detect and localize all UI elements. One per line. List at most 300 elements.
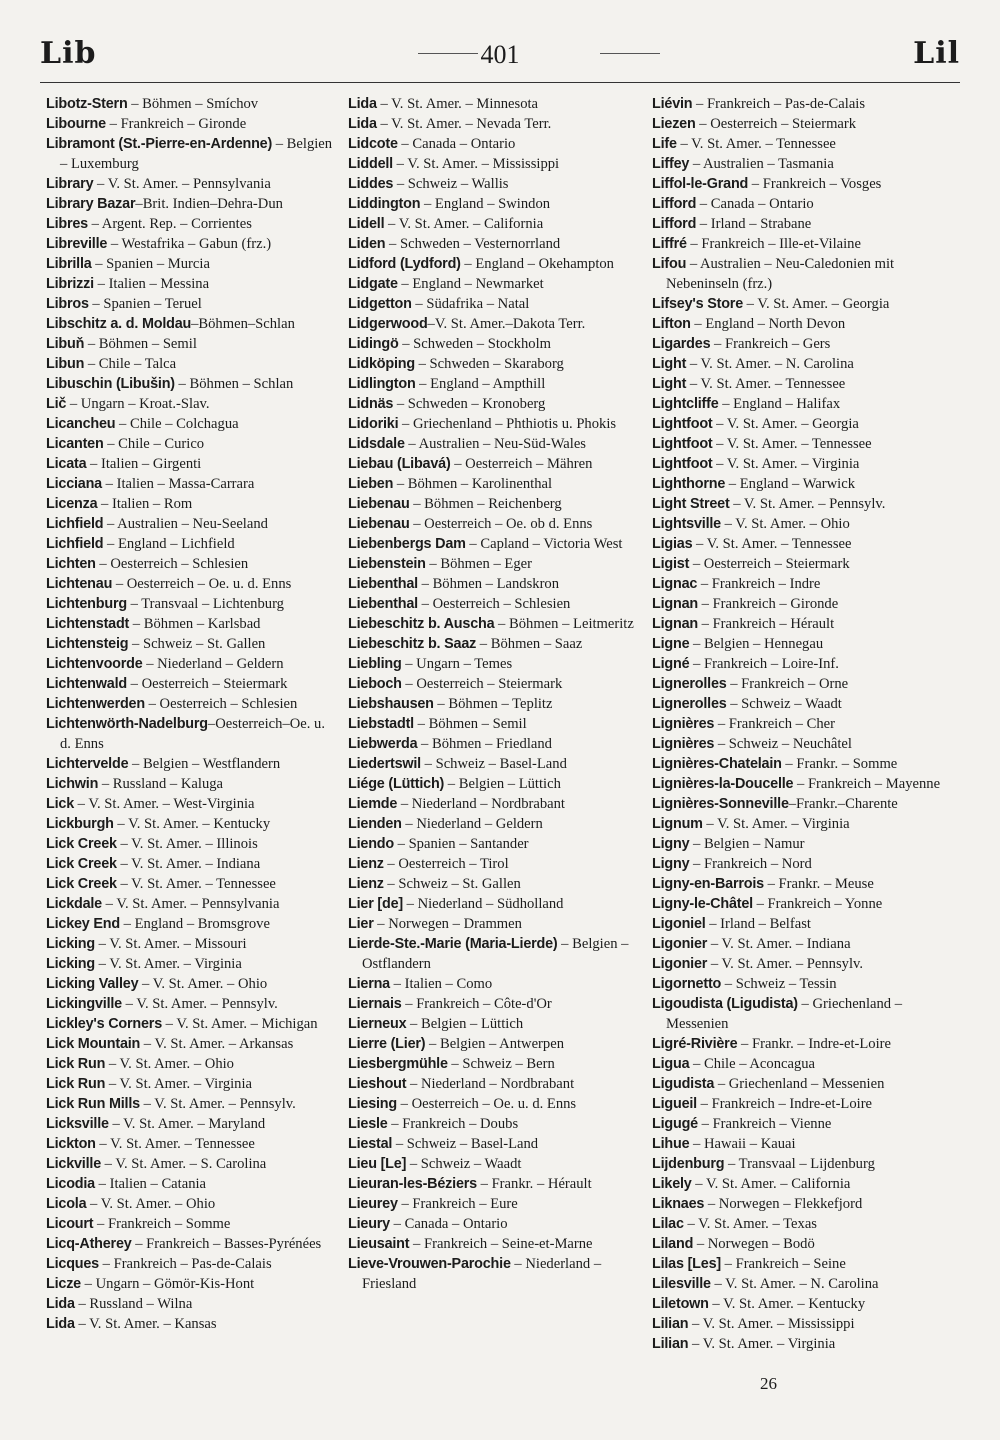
entry-location: – Frankreich – Seine <box>720 1256 846 1272</box>
entry-headword: Libuň <box>46 336 85 352</box>
entry-location: – Böhmen – Karlsbad <box>129 616 261 632</box>
entry-location: – V. St. Amer. – Virginia <box>94 956 242 972</box>
entry-location: – Frankreich – Mayenne <box>793 776 941 792</box>
entry-location: – V. St. Amer. – Missouri <box>94 936 247 952</box>
entry-headword: Lieben <box>348 476 394 492</box>
gazetteer-entry <box>652 1154 944 1174</box>
entry-location: – V. St. Amer. – California <box>691 1176 851 1192</box>
entry-location: – Frankreich – Pas-de-Calais <box>98 1256 272 1272</box>
entry-headword: Licanten <box>46 436 104 452</box>
entry-location: – Italien – Messina <box>93 276 210 292</box>
gazetteer-entry <box>652 614 944 634</box>
gazetteer-entry <box>652 1294 944 1314</box>
entry-headword: Liebstadtl <box>348 716 414 732</box>
gazetteer-entry <box>348 1194 640 1214</box>
entry-headword: Lidingö <box>348 336 399 352</box>
entry-headword: Licking <box>46 956 95 972</box>
gazetteer-entry <box>46 294 338 314</box>
gazetteer-entry <box>652 414 944 434</box>
entry-location: – England – Bromsgrove <box>119 916 270 932</box>
entry-location: – V. St. Amer. – Pennsylvania <box>93 176 271 192</box>
entry-location: – Chile – Curico <box>103 436 205 452</box>
entry-headword: Lieve-Vrouwen-Parochie <box>348 1256 511 1272</box>
gazetteer-entry <box>46 254 338 274</box>
gazetteer-entry <box>652 334 944 354</box>
gazetteer-entry <box>46 994 338 1014</box>
entry-location: – V. St. Amer. – Tennessee <box>116 876 276 892</box>
gazetteer-entry <box>652 974 944 994</box>
entry-location: – Australien – Neu-Süd-Wales <box>404 436 586 452</box>
entry-headword: Liesbergmühle <box>348 1056 448 1072</box>
gazetteer-entry <box>46 1034 338 1054</box>
gazetteer-entry <box>46 1094 338 1114</box>
gazetteer-entry <box>652 314 944 334</box>
entry-location: – Schweiz – Basel-Land <box>392 1136 539 1152</box>
gazetteer-entry <box>46 934 338 954</box>
gazetteer-entry <box>652 994 944 1034</box>
entry-headword: Liebshausen <box>348 696 434 712</box>
entry-location: – Oesterreich – Oe. ob d. Enns <box>409 516 593 532</box>
entry-headword: Lienden <box>348 816 402 832</box>
gazetteer-entry <box>652 934 944 954</box>
entry-headword: Liebwerda <box>348 736 418 752</box>
entry-headword: Lignerolles <box>652 676 727 692</box>
entry-location: – Frankreich – Orne <box>726 676 849 692</box>
entry-location: – England – Halifax <box>718 396 841 412</box>
gazetteer-entry <box>348 614 640 634</box>
gazetteer-entry <box>348 674 640 694</box>
entry-headword: Ligonier <box>652 956 708 972</box>
gazetteer-entry <box>652 714 944 734</box>
entry-headword: Libun <box>46 356 85 372</box>
entry-location: – Schweden – Vesternorrland <box>385 236 561 252</box>
gazetteer-entry <box>46 1234 338 1254</box>
entry-headword: Liden <box>348 236 386 252</box>
entry-location: – Böhmen – Friedland <box>417 736 552 752</box>
entry-headword: Likely <box>652 1176 692 1192</box>
entry-headword: Lidgetton <box>348 296 412 312</box>
gazetteer-entry <box>46 214 338 234</box>
entry-headword: Librizzi <box>46 276 94 292</box>
entry-headword: Lidell <box>348 216 385 232</box>
entry-location: – Belgien – Namur <box>689 836 805 852</box>
entry-location: – V. St. Amer. – Texas <box>683 1216 817 1232</box>
entry-location: – V. St. Amer. – Virginia <box>688 1336 836 1352</box>
gazetteer-entry <box>46 1134 338 1154</box>
entry-location: – Böhmen – Saaz <box>476 636 583 652</box>
entry-headword: Liebau (Libavá) <box>348 456 451 472</box>
gazetteer-entry <box>46 354 338 374</box>
gazetteer-entry <box>348 854 640 874</box>
gazetteer-entry <box>46 134 338 174</box>
entry-headword: Lifou <box>652 256 687 272</box>
entry-headword: Lienz <box>348 876 384 892</box>
entry-headword: Lichtenwörth-Nadelburg <box>46 716 208 732</box>
entry-headword: Lignières-la-Doucelle <box>652 776 794 792</box>
entry-headword: Liebenau <box>348 516 410 532</box>
gazetteer-entry <box>652 1054 944 1074</box>
entry-location: – Niederland – Südholland <box>402 896 564 912</box>
gazetteer-entry <box>652 734 944 754</box>
entry-location: – Frankreich – Vosges <box>748 176 882 192</box>
entry-location: – Frankreich – Côte-d'Or <box>401 996 552 1012</box>
entry-location: – Böhmen – Semil <box>413 716 527 732</box>
entry-headword: Libros <box>46 296 89 312</box>
gazetteer-entry <box>46 714 338 754</box>
gazetteer-entry <box>652 574 944 594</box>
gazetteer-entry <box>348 1034 640 1054</box>
entry-headword: Lidoriki <box>348 416 399 432</box>
entry-headword: Lickingville <box>46 996 122 1012</box>
entry-location: – Norwegen – Bodö <box>693 1236 815 1252</box>
entry-location: – Frankreich – Gironde <box>697 596 839 612</box>
entry-headword: Liebenbergs Dam <box>348 536 466 552</box>
entry-headword: Lidgerwood <box>348 316 428 332</box>
gazetteer-entry <box>348 1074 640 1094</box>
entry-location: – Frankreich – Indre-et-Loire <box>696 1096 873 1112</box>
entry-headword: Ligias <box>652 536 693 552</box>
entry-headword: Lieuran-les-Béziers <box>348 1176 477 1192</box>
entry-location: – Oesterreich – Oe. u. d. Enns <box>112 576 292 592</box>
entry-location: – V. St. Amer. – Tennessee <box>95 1136 255 1152</box>
entry-headword: Libramont (St.-Pierre-en-Ardenne) <box>46 136 273 152</box>
entry-location: – V. St. Amer. – Ohio <box>138 976 268 992</box>
entry-location: – Frankreich – Nord <box>689 856 812 872</box>
entry-location: – Schweiz – Tessin <box>721 976 837 992</box>
entry-headword: Lič <box>46 396 67 412</box>
entry-headword: Ligonier <box>652 936 708 952</box>
entry-location: – Böhmen – Smíchov <box>127 96 259 112</box>
gazetteer-entry <box>46 894 338 914</box>
gazetteer-entry <box>46 1294 338 1314</box>
entry-location: – Chile – Colchagua <box>115 416 239 432</box>
entry-headword: Lilas [Les] <box>652 1256 721 1272</box>
gazetteer-entry <box>348 174 640 194</box>
entry-headword: Lick Run <box>46 1056 106 1072</box>
header-right-keyword: Lil <box>913 36 960 71</box>
gazetteer-entry <box>652 1274 944 1294</box>
entry-location: – V. St. Amer. – Tennessee <box>712 436 872 452</box>
entry-headword: Ligardes <box>652 336 711 352</box>
entry-location: – England – Warwick <box>725 476 856 492</box>
gazetteer-entry <box>348 634 640 654</box>
gazetteer-entry <box>348 734 640 754</box>
header-left-keyword: Lib <box>40 36 97 71</box>
entry-location: – V. St. Amer. – N. Carolina <box>710 1276 879 1292</box>
entry-location: – England – Lichfield <box>103 536 235 552</box>
entry-location: – Schweiz – St. Gallen <box>383 876 521 892</box>
entry-location: – Böhmen – Semil <box>84 336 197 352</box>
entry-headword: Licze <box>46 1276 81 1292</box>
entry-location: – Spanien – Santander <box>393 836 529 852</box>
gazetteer-entry <box>46 554 338 574</box>
entry-headword: Lickton <box>46 1136 96 1152</box>
entry-location: – Italien – Catania <box>94 1176 207 1192</box>
entry-headword: Lick Creek <box>46 856 117 872</box>
entry-location: – V. St. Amer. – Indiana <box>707 936 851 952</box>
gazetteer-entry <box>46 654 338 674</box>
gazetteer-entry <box>652 794 944 814</box>
entry-headword: Liévin <box>652 96 693 112</box>
gazetteer-entry <box>348 354 640 374</box>
entry-location: – V. St. Amer. – Georgia <box>743 296 890 312</box>
entry-location: – V. St. Amer. – Pennsylv. <box>729 496 886 512</box>
entry-headword: Libotz-Stern <box>46 96 128 112</box>
entry-headword: Lifford <box>652 216 697 232</box>
entry-headword: Lignières <box>652 736 715 752</box>
gazetteer-entry <box>652 854 944 874</box>
gazetteer-entry <box>46 494 338 514</box>
entry-headword: Lightsville <box>652 516 721 532</box>
entry-location: – Oesterreich – Schlesien <box>95 556 249 572</box>
entry-headword: Libres <box>46 216 88 232</box>
entry-headword: Ligny-en-Barrois <box>652 876 764 892</box>
entry-location: – Frankreich – Gironde <box>105 116 247 132</box>
entry-location: – V. St. Amer. – Kentucky <box>708 1296 866 1312</box>
entry-headword: Lickley's Corners <box>46 1016 163 1032</box>
entry-headword: Liesle <box>348 1116 388 1132</box>
entry-location: – Irland – Strabane <box>696 216 812 232</box>
entry-headword: Liebenstein <box>348 556 426 572</box>
gazetteer-entry <box>348 754 640 774</box>
gazetteer-entry <box>652 194 944 214</box>
gazetteer-entry <box>348 914 640 934</box>
entry-location: – Böhmen – Teplitz <box>433 696 553 712</box>
entry-location: – V. St. Amer. – Pennsylv. <box>121 996 278 1012</box>
entry-headword: Lignan <box>652 596 698 612</box>
entry-headword: Liendo <box>348 836 394 852</box>
entry-location: – V. St. Amer. – Ohio <box>86 1196 216 1212</box>
gazetteer-entry <box>46 414 338 434</box>
entry-location: – Frankreich – Eure <box>397 1196 518 1212</box>
entry-headword: Licola <box>46 1196 87 1212</box>
entry-location: – Canada – Ontario <box>390 1216 508 1232</box>
gazetteer-entry <box>348 1054 640 1074</box>
entry-headword: Lier <box>348 916 374 932</box>
header-rule-right <box>600 53 660 54</box>
gazetteer-entry <box>652 654 944 674</box>
entry-location: – Böhmen – Schlan <box>174 376 294 392</box>
entry-headword: Lick <box>46 796 74 812</box>
entry-headword: Liddington <box>348 196 421 212</box>
gazetteer-entry <box>652 354 944 374</box>
header-divider <box>40 82 960 83</box>
entry-location: – V. St. Amer. – Virginia <box>702 816 850 832</box>
gazetteer-entry <box>46 114 338 134</box>
entry-headword: Light Street <box>652 496 730 512</box>
entry-location: – Norwegen – Drammen <box>373 916 522 932</box>
entry-location: – Oesterreich – Oe. u. d. Enns <box>396 1096 577 1112</box>
gazetteer-entry <box>46 634 338 654</box>
gazetteer-entry <box>46 914 338 934</box>
gazetteer-entry <box>652 1194 944 1214</box>
entry-headword: Lichtenburg <box>46 596 127 612</box>
entry-location: – Australien – Neu-Caledonien mit Nebeninseln (frz.) <box>666 256 895 292</box>
entry-location: – Belgien – Hennegau <box>689 636 824 652</box>
entry-headword: Licking <box>46 936 95 952</box>
gazetteer-entry <box>652 1094 944 1114</box>
gazetteer-entry <box>652 1214 944 1234</box>
entry-headword: Lida <box>348 96 377 112</box>
entry-headword: Licques <box>46 1256 99 1272</box>
entry-headword: Lick Creek <box>46 876 117 892</box>
gazetteer-entry <box>652 914 944 934</box>
entry-location: – V. St. Amer. – Mississippi <box>688 1316 855 1332</box>
gazetteer-entry <box>348 534 640 554</box>
gazetteer-entry <box>46 274 338 294</box>
entry-headword: Lierre (Lier) <box>348 1036 426 1052</box>
entry-headword: Lidlington <box>348 376 416 392</box>
gazetteer-entry <box>652 114 944 134</box>
entry-headword: Ligny <box>652 856 690 872</box>
entry-headword: Licata <box>46 456 87 472</box>
gazetteer-entry <box>46 854 338 874</box>
entry-location: – Niederland – Geldern <box>142 656 284 672</box>
entry-location: – Oesterreich – Steiermark <box>126 676 288 692</box>
entry-location: – Schweiz – St. Gallen <box>128 636 266 652</box>
entry-headword: Lieurey <box>348 1196 398 1212</box>
entry-location: – Irland – Belfast <box>705 916 811 932</box>
entry-headword: Liebeschitz b. Auscha <box>348 616 495 632</box>
gazetteer-entry <box>46 834 338 854</box>
gazetteer-entry <box>46 1114 338 1134</box>
entry-location: – V. St. Amer. – Mississippi <box>392 156 560 172</box>
entry-headword: Lick Creek <box>46 836 117 852</box>
entry-location: – V. St. Amer. – Indiana <box>116 856 261 872</box>
gazetteer-entry <box>348 874 640 894</box>
gazetteer-entry <box>46 314 338 334</box>
entry-location: – Südafrika – Natal <box>411 296 530 312</box>
gazetteer-entry <box>46 454 338 474</box>
entry-headword: Lifford <box>652 196 697 212</box>
entry-location: – Griechenland – Messenien <box>714 1076 885 1092</box>
entry-location: – V. St. Amer. – S. Carolina <box>101 1156 267 1172</box>
gazetteer-entry <box>46 234 338 254</box>
entry-location: – Griechenland – Messenien <box>666 996 903 1032</box>
gazetteer-entry <box>652 174 944 194</box>
entry-location: – Frankreich – Seine-et-Marne <box>409 1236 593 1252</box>
entry-headword: Libschitz a. d. Moldau <box>46 316 192 332</box>
entry-location: – Niederland – Friesland <box>362 1256 602 1292</box>
gazetteer-entry <box>46 534 338 554</box>
entry-location: – Frankreich – Doubs <box>387 1116 519 1132</box>
entry-headword: Lichtervelde <box>46 756 129 772</box>
entry-headword: Lignières-Chatelain <box>652 756 782 772</box>
gazetteer-entry <box>652 1074 944 1094</box>
gazetteer-entry <box>348 974 640 994</box>
entry-location: – England – Newmarket <box>397 276 544 292</box>
entry-headword: Lichwin <box>46 776 99 792</box>
gazetteer-entry <box>348 414 640 434</box>
gazetteer-entry <box>348 454 640 474</box>
gazetteer-entry <box>348 254 640 274</box>
gazetteer-entry <box>348 374 640 394</box>
entry-headword: Liezen <box>652 116 696 132</box>
entry-headword: Liebeschitz b. Saaz <box>348 636 477 652</box>
gazetteer-entry <box>348 554 640 574</box>
gazetteer-entry <box>348 794 640 814</box>
gazetteer-entry <box>46 954 338 974</box>
entry-headword: Liedertswil <box>348 756 421 772</box>
entry-headword: Lichfield <box>46 536 104 552</box>
gazetteer-entry <box>652 594 944 614</box>
entry-location: – Ungarn – Gömör-Kis-Hont <box>81 1276 255 1292</box>
entry-location: – Westafrika – Gabun (frz.) <box>107 236 272 252</box>
entry-headword: Lifton <box>652 316 691 332</box>
entry-location: – England – Okehampton <box>460 256 614 272</box>
entry-headword: Licourt <box>46 1216 94 1232</box>
entry-location: – Spanien – Murcia <box>91 256 210 272</box>
entry-location: – V. St. Amer. – Ohio <box>105 1056 234 1072</box>
entry-location: – Italien – Rom <box>97 496 193 512</box>
entry-location: – Italien – Como <box>390 976 493 992</box>
entry-location: – Belgien – Luxemburg <box>60 136 333 172</box>
entry-headword: Ligist <box>652 556 690 572</box>
entry-location: – England – Swindon <box>420 196 551 212</box>
column-3 <box>652 94 944 1354</box>
gazetteer-entry <box>348 894 640 914</box>
entry-headword: Lichtenwerden <box>46 696 145 712</box>
entry-location: – V. St. Amer. – Ohio <box>720 516 850 532</box>
entry-headword: Liebenthal <box>348 576 418 592</box>
entry-headword: Ligré-Rivière <box>652 1036 738 1052</box>
gazetteer-entry <box>46 794 338 814</box>
gazetteer-entry <box>348 1254 640 1294</box>
entry-location: – Frankr. – Indre-et-Loire <box>737 1036 891 1052</box>
entry-location: – Oesterreich – Schlesien <box>417 596 571 612</box>
entry-location: – V. St. Amer. – California <box>384 216 544 232</box>
entry-location: – V. St. Amer. – Tennessee <box>692 536 852 552</box>
entry-location: – Oesterreich – Tirol <box>383 856 509 872</box>
entry-location: – Belgien – Ostflandern <box>362 936 629 972</box>
gazetteer-entry <box>348 1234 640 1254</box>
entry-headword: Ligné <box>652 656 690 672</box>
entry-location: – V. St. Amer. – Georgia <box>712 416 859 432</box>
gazetteer-entry <box>652 234 944 254</box>
gazetteer-entry <box>348 594 640 614</box>
gazetteer-entry <box>46 374 338 394</box>
gazetteer-entry <box>652 954 944 974</box>
gazetteer-entry <box>46 974 338 994</box>
gazetteer-entry <box>46 1014 338 1034</box>
entry-headword: Ligua <box>652 1056 690 1072</box>
entry-location: – V. St. Amer. – Virginia <box>712 456 860 472</box>
gazetteer-entry <box>652 214 944 234</box>
gazetteer-entry <box>46 174 338 194</box>
entry-location: – Australien – Neu-Seeland <box>103 516 268 532</box>
gazetteer-entry <box>348 774 640 794</box>
entry-location: –V. St. Amer.–Dakota Terr. <box>427 316 586 332</box>
entry-headword: Lilesville <box>652 1276 711 1292</box>
entry-location: – V. St. Amer. – Tennessee <box>676 136 836 152</box>
gazetteer-entry <box>652 254 944 294</box>
entry-headword: Liége (Lüttich) <box>348 776 445 792</box>
entry-location: – Frankreich – Cher <box>714 716 835 732</box>
entry-location: – V. St. Amer. – Pennsylv. <box>707 956 863 972</box>
entry-location: – Frankreich – Hérault <box>697 616 835 632</box>
gazetteer-entry <box>348 574 640 594</box>
entry-location: – Schweiz – Basel-Land <box>420 756 567 772</box>
entry-location: –Oesterreich–Oe. u. d. Enns <box>60 716 325 752</box>
gazetteer-entry <box>46 874 338 894</box>
entry-headword: Licodia <box>46 1176 95 1192</box>
entry-headword: Light <box>652 356 687 372</box>
gazetteer-entry <box>46 1194 338 1214</box>
entry-location: – Australien – Tasmania <box>689 156 834 172</box>
entry-headword: Lick Run <box>46 1076 106 1092</box>
entry-location: – Frankr. – Meuse <box>763 876 874 892</box>
entry-headword: Ligny <box>652 836 690 852</box>
